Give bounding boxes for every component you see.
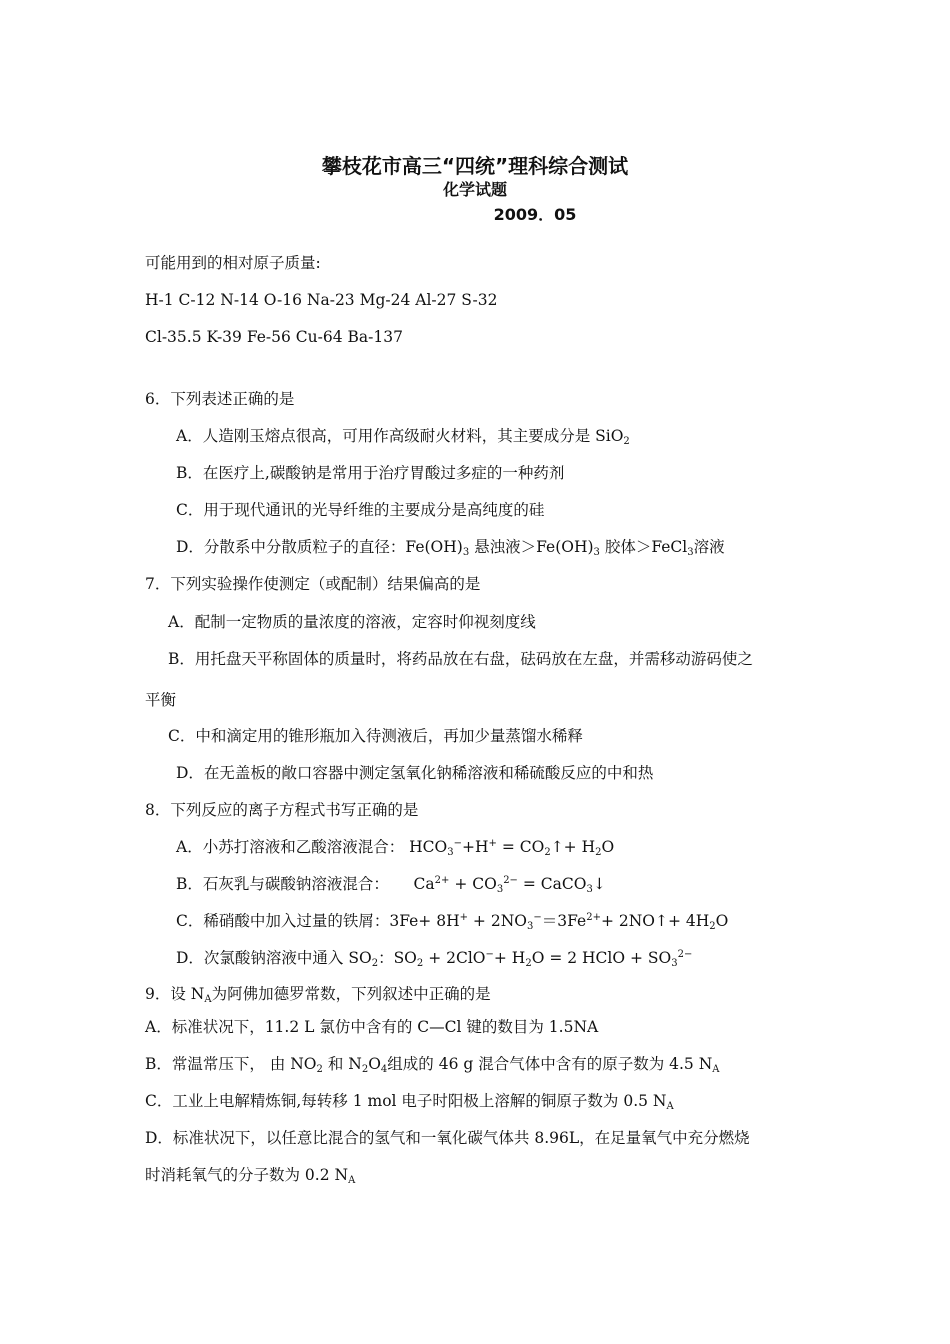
- question-8-option-b: B．石灰乳与碳酸钠溶液混合： $Ca^{2+} + CO_3^{2-}$ = CaCO$_3$↓: [176, 875, 606, 895]
- atomic-mass-row-2: Cl-35.5 K-39 Fe-56 Cu-64 Ba-137: [145, 328, 403, 346]
- question-9-option-a: A．标准状况下，11.2 L 氯仿中含有的 C—Cl 键的数目为 1.5NA: [145, 1018, 599, 1036]
- question-6-option-a: A．人造刚玉熔点很高，可用作高级耐火材料，其主要成分是 SiO$_2$: [176, 427, 630, 447]
- question-9-stem: 9．设 $N_A$为阿佛加德罗常数，下列叙述中正确的是: [145, 985, 491, 1005]
- question-7-option-b-line2: 平衡: [145, 691, 177, 709]
- question-8-option-d: D．次氯酸钠溶液中通入 $SO_2$：$SO_2 + 2ClO^-+ H_2O = 2$ HClO + $SO_3^{2-}$: [176, 949, 693, 969]
- question-6-stem: 6．下列表述正确的是: [145, 390, 295, 408]
- atomic-mass-intro: 可能用到的相对原子质量:: [145, 254, 321, 272]
- question-8-option-c: C．稀硝酸中加入过量的铁屑：$3Fe+ 8H^+ + 2NO_3^-=3Fe^{2+}+$ 2NO↑+ $4H_2O$: [176, 912, 729, 932]
- question-8-stem: 8．下列反应的离子方程式书写正确的是: [145, 801, 419, 819]
- question-7-option-a: A．配制一定物质的量浓度的溶液，定容时仰视刻度线: [168, 613, 536, 631]
- question-6-option-b: B．在医疗上,碳酸钠是常用于治疗胃酸过多症的一种药剂: [176, 464, 565, 482]
- question-9-option-c: C．工业上电解精炼铜,每转移 1 mol 电子时阳极上溶解的铜原子数为 0.5 $N_A$: [145, 1092, 674, 1112]
- question-7-stem: 7．下列实验操作使测定（或配制）结果偏高的是: [145, 575, 481, 593]
- question-9-option-b: B．常温常压下， 由 $NO_2$ 和 $N_2O_4$组成的 46 g 混合气体中含有的原子数为 4.5 $N_A$: [145, 1055, 720, 1075]
- atomic-mass-row-1: H-1 C-12 N-14 O-16 Na-23 Mg-24 Al-27 S-32: [145, 291, 498, 309]
- question-6-option-d: D．分散系中分散质粒子的直径：$Fe(OH)_3$ 悬浊液$>Fe(OH)_3$ 胶体＞FeCl$_3$溶液: [176, 538, 725, 558]
- question-7-option-c: C．中和滴定用的锥形瓶加入待测液后，再加少量蒸馏水稀释: [168, 727, 583, 745]
- exam-title: 攀枝花市高三“四统”理科综合测试: [321, 154, 629, 178]
- exam-subtitle: 化学试题: [442, 180, 507, 199]
- question-9-option-d-line1: D．标准状况下，以任意比混合的氢气和一氧化碳气体共 8.96L，在足量氧气中充分燃烧: [145, 1129, 750, 1147]
- question-7-option-d: D．在无盖板的敞口容器中测定氢氧化钠稀溶液和稀硫酸反应的中和热: [176, 764, 654, 782]
- question-8-option-a: A．小苏打溶液和乙酸溶液混合： $HCO_3^-+H^+$ = $CO_2↑+ H_2O$: [176, 838, 615, 858]
- exam-date: 2009．05: [493, 205, 577, 224]
- question-9-option-d-line2: 时消耗氧气的分子数为 0.2 $N_A$: [145, 1166, 356, 1186]
- question-6-option-c: C．用于现代通讯的光导纤维的主要成分是高纯度的硅: [176, 501, 545, 519]
- question-7-option-b-line1: B．用托盘天平称固体的质量时，将药品放在右盘，砝码放在左盘，并需移动游码使之: [168, 650, 753, 668]
